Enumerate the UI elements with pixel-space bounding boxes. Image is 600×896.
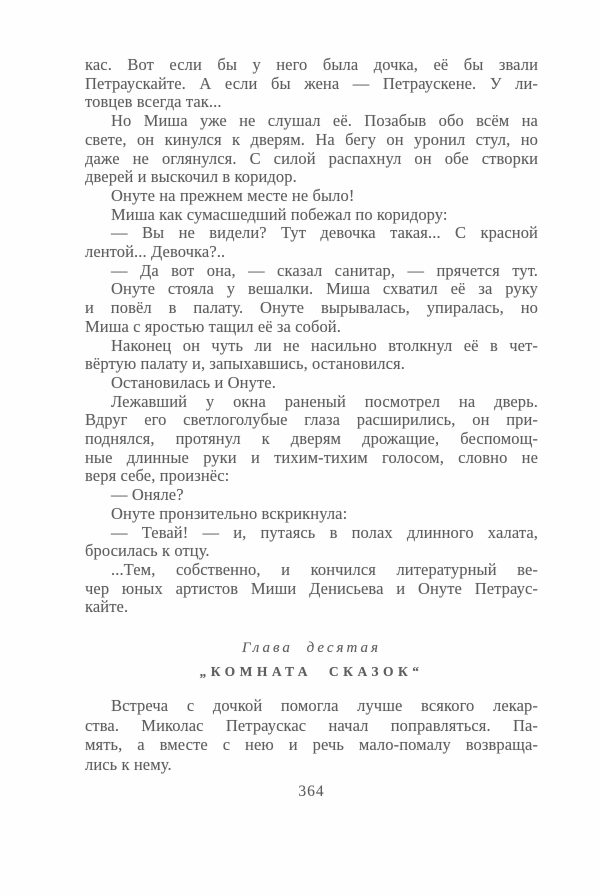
text-line: Лежавший у окна раненый посмотрел на дверь.	[111, 391, 538, 411]
text-line: — Да вот она, — сказал санитар, — прячется тут.	[111, 260, 538, 280]
text-line: и повёл в палату. Онуте вырывалась, упиралась, но	[85, 298, 538, 318]
text-line: лентой... Девочка?..	[85, 242, 226, 262]
text-line: бросилась к отцу.	[85, 541, 210, 561]
text-line: даже не оглянулся. С силой распахнул он обе створки	[85, 148, 538, 168]
text-line: мять, а вместе с нею и речь мало-помалу возвраща-	[85, 735, 538, 755]
text-line: товцев всегда так...	[85, 92, 222, 112]
text-line: Но Миша уже не слушал её. Позабыв обо всём на	[111, 111, 538, 131]
text-line: вёртую палату и, запыхавшись, остановился.	[85, 354, 405, 374]
text-line: кас. Вот если бы у него была дочка, её бы звали	[85, 55, 538, 74]
text-line: Вдруг его светлоголубые глаза расширились, он при-	[85, 410, 538, 430]
text-line: Онуте стояла у вешалки. Миша схватил её за руку	[111, 279, 538, 299]
text-line: поднялся, протянул к дверям дрожащие, беспомощ-	[85, 429, 538, 449]
text-line: — Вы не видели? Тут девочка такая... С красной	[111, 223, 538, 243]
text-line: Петраускайте. А если бы жена — Петраускене. У ли-	[85, 73, 538, 93]
text-line: Миша с яростью тащил её за собой.	[85, 316, 341, 336]
text-line: — Тевай! — и, путаясь в полах длинного халата,	[111, 522, 538, 542]
text-line: кайте.	[85, 597, 129, 617]
text-line: Наконец он чуть ли не насильно втолкнул её в чет-	[111, 335, 538, 355]
text-line: — Оняле?	[111, 485, 184, 505]
text-line: Встреча с дочкой помогла лучше всякого лекар-	[111, 696, 538, 716]
chapter-number: Глава десятая	[242, 640, 381, 657]
text-line: Онуте на прежнем месте не было!	[111, 185, 355, 205]
text-line: свете, он кинулся к дверям. На бегу он уронил стул, но	[85, 129, 538, 149]
text-line: чер юных артистов Миши Денисьева и Онуте Петраус-	[85, 578, 538, 598]
chapter-title: „КОМНАТА СКАЗОК“	[199, 664, 424, 680]
chapter-first-paragraph	[85, 696, 538, 774]
text-line: Остановилась и Онуте.	[111, 372, 276, 392]
text-line: ные длинные руки и тихим-тихим голосом, словно не	[85, 447, 538, 467]
text-line: лись к нему.	[85, 754, 172, 774]
text-line: ства. Миколас Петраускас начал поправляться. Па-	[85, 715, 538, 735]
page-number: 364	[298, 783, 325, 801]
text-line: дверей и выскочил в коридор.	[85, 167, 297, 187]
text-line: веря себе, произнёс:	[85, 466, 230, 486]
chapter-heading	[85, 640, 538, 680]
page-body-text	[85, 0, 538, 617]
text-line: Онуте пронзительно вскрикнула:	[111, 503, 348, 523]
text-line: Миша как сумасшедший побежал по коридору:	[111, 204, 448, 224]
text-line: ...Тем, собственно, и кончился литературный ве-	[111, 559, 538, 579]
